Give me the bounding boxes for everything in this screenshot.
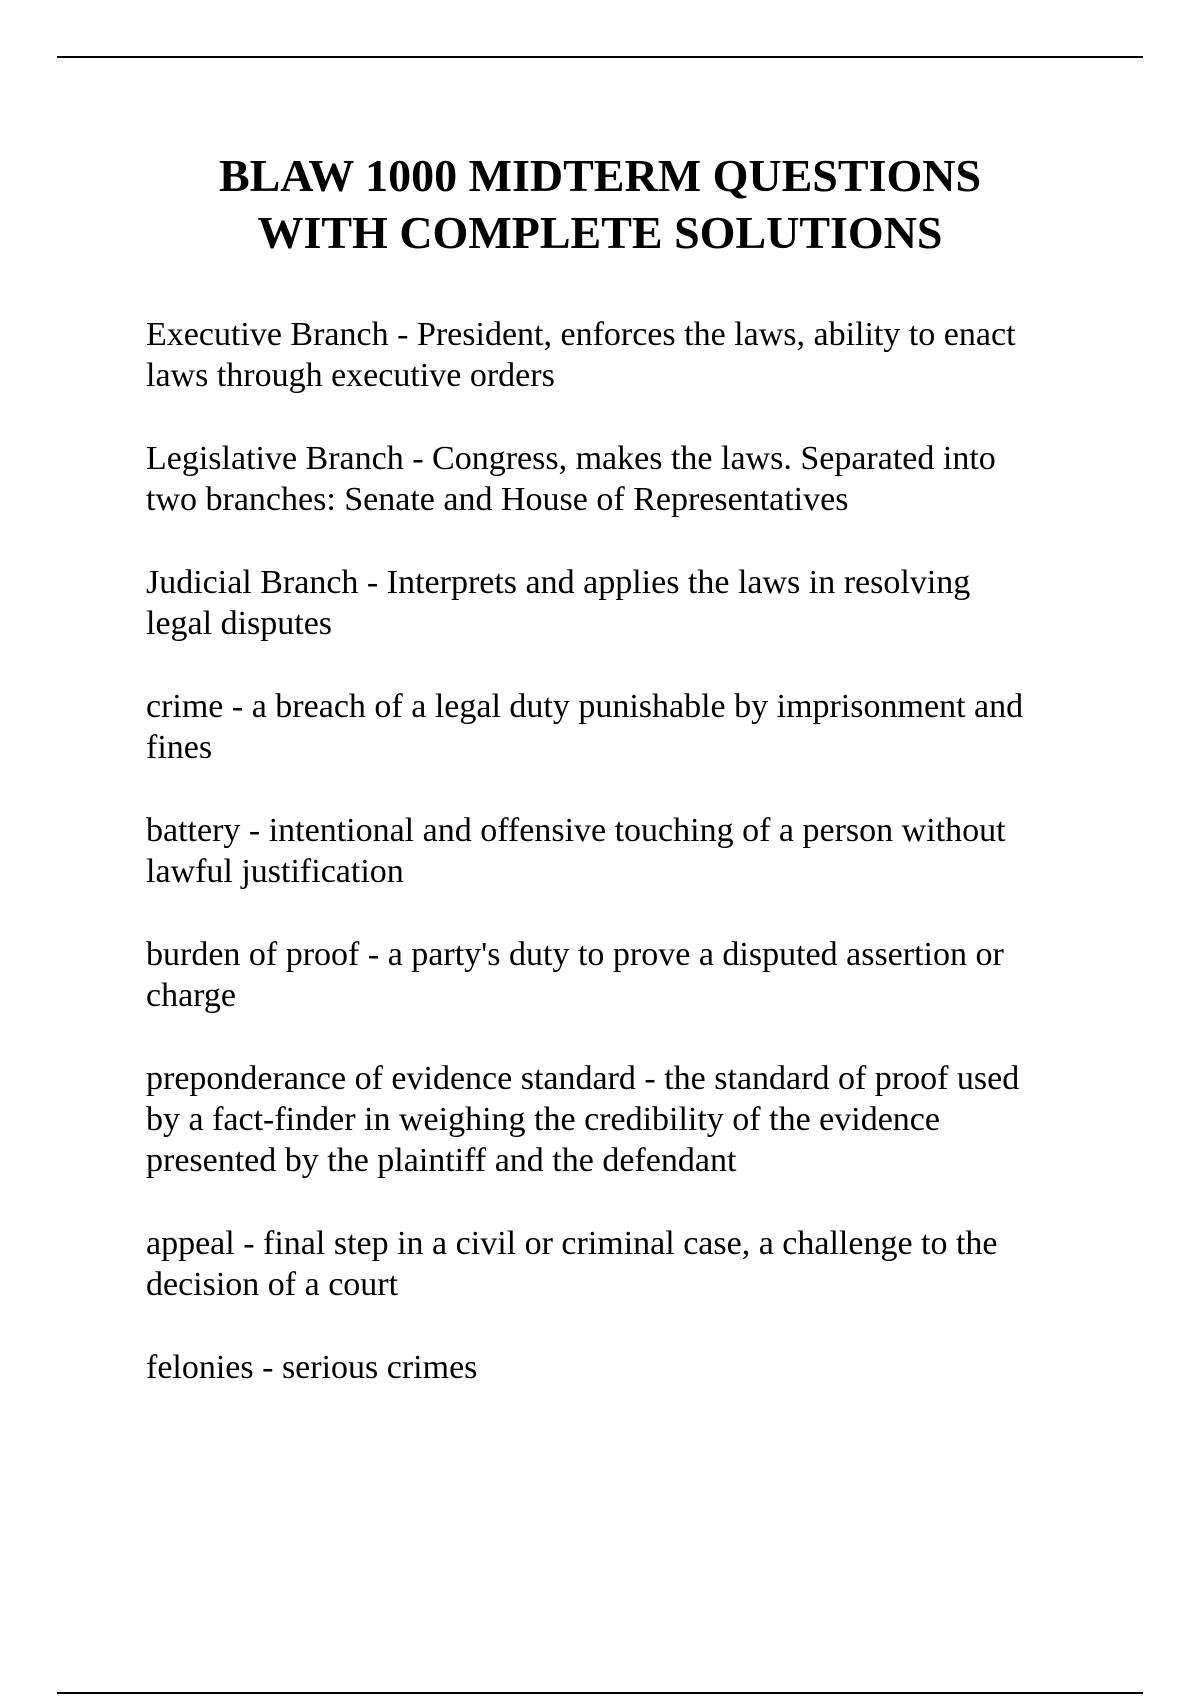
title-line-2: WITH COMPLETE SOLUTIONS — [257, 207, 943, 258]
entry-judicial-branch — [146, 562, 1096, 644]
entry-line: presented by the plaintiff and the defendant — [146, 1142, 737, 1179]
entry-battery — [146, 810, 1096, 892]
title-line-1: BLAW 1000 MIDTERM QUESTIONS — [218, 150, 982, 201]
entry-line: legal disputes — [146, 605, 333, 642]
entry-legislative-branch — [146, 438, 1096, 520]
entry-line: Legislative Branch - Congress, makes the laws. Separated into — [146, 440, 996, 477]
entry-line: fines — [146, 729, 213, 766]
entry-burden-of-proof — [146, 934, 1096, 1016]
page-title — [0, 147, 1200, 261]
entry-line: battery - intentional and offensive touching of a person without — [146, 812, 1006, 849]
entry-line: preponderance of evidence standard - the standard of proof used — [146, 1060, 1020, 1097]
entry-felonies — [146, 1347, 1096, 1388]
entry-preponderance-of-evidence — [146, 1058, 1096, 1181]
entry-line: by a fact-finder in weighing the credibility of the evidence — [146, 1101, 940, 1138]
entry-executive-branch — [146, 314, 1096, 396]
definition-list — [146, 314, 1096, 1430]
entry-line: two branches: Senate and House of Representatives — [146, 481, 849, 518]
entry-line: Executive Branch - President, enforces the laws, ability to enact — [146, 316, 1016, 353]
entry-crime — [146, 686, 1096, 768]
entry-line: laws through executive orders — [146, 357, 555, 394]
entry-line: Judicial Branch - Interprets and applies the laws in resolving — [146, 564, 971, 601]
entry-appeal — [146, 1223, 1096, 1305]
entry-line: lawful justification — [146, 853, 404, 890]
entry-line: crime - a breach of a legal duty punishable by imprisonment and — [146, 688, 1024, 725]
entry-line: felonies - serious crimes — [146, 1349, 478, 1386]
entry-line: decision of a court — [146, 1266, 399, 1303]
top-divider — [57, 56, 1143, 58]
entry-line: appeal - final step in a civil or criminal case, a challenge to the — [146, 1225, 998, 1262]
entry-line: burden of proof - a party's duty to prove a disputed assertion or — [146, 936, 1004, 973]
bottom-divider — [57, 1692, 1143, 1694]
entry-line: charge — [146, 977, 236, 1014]
